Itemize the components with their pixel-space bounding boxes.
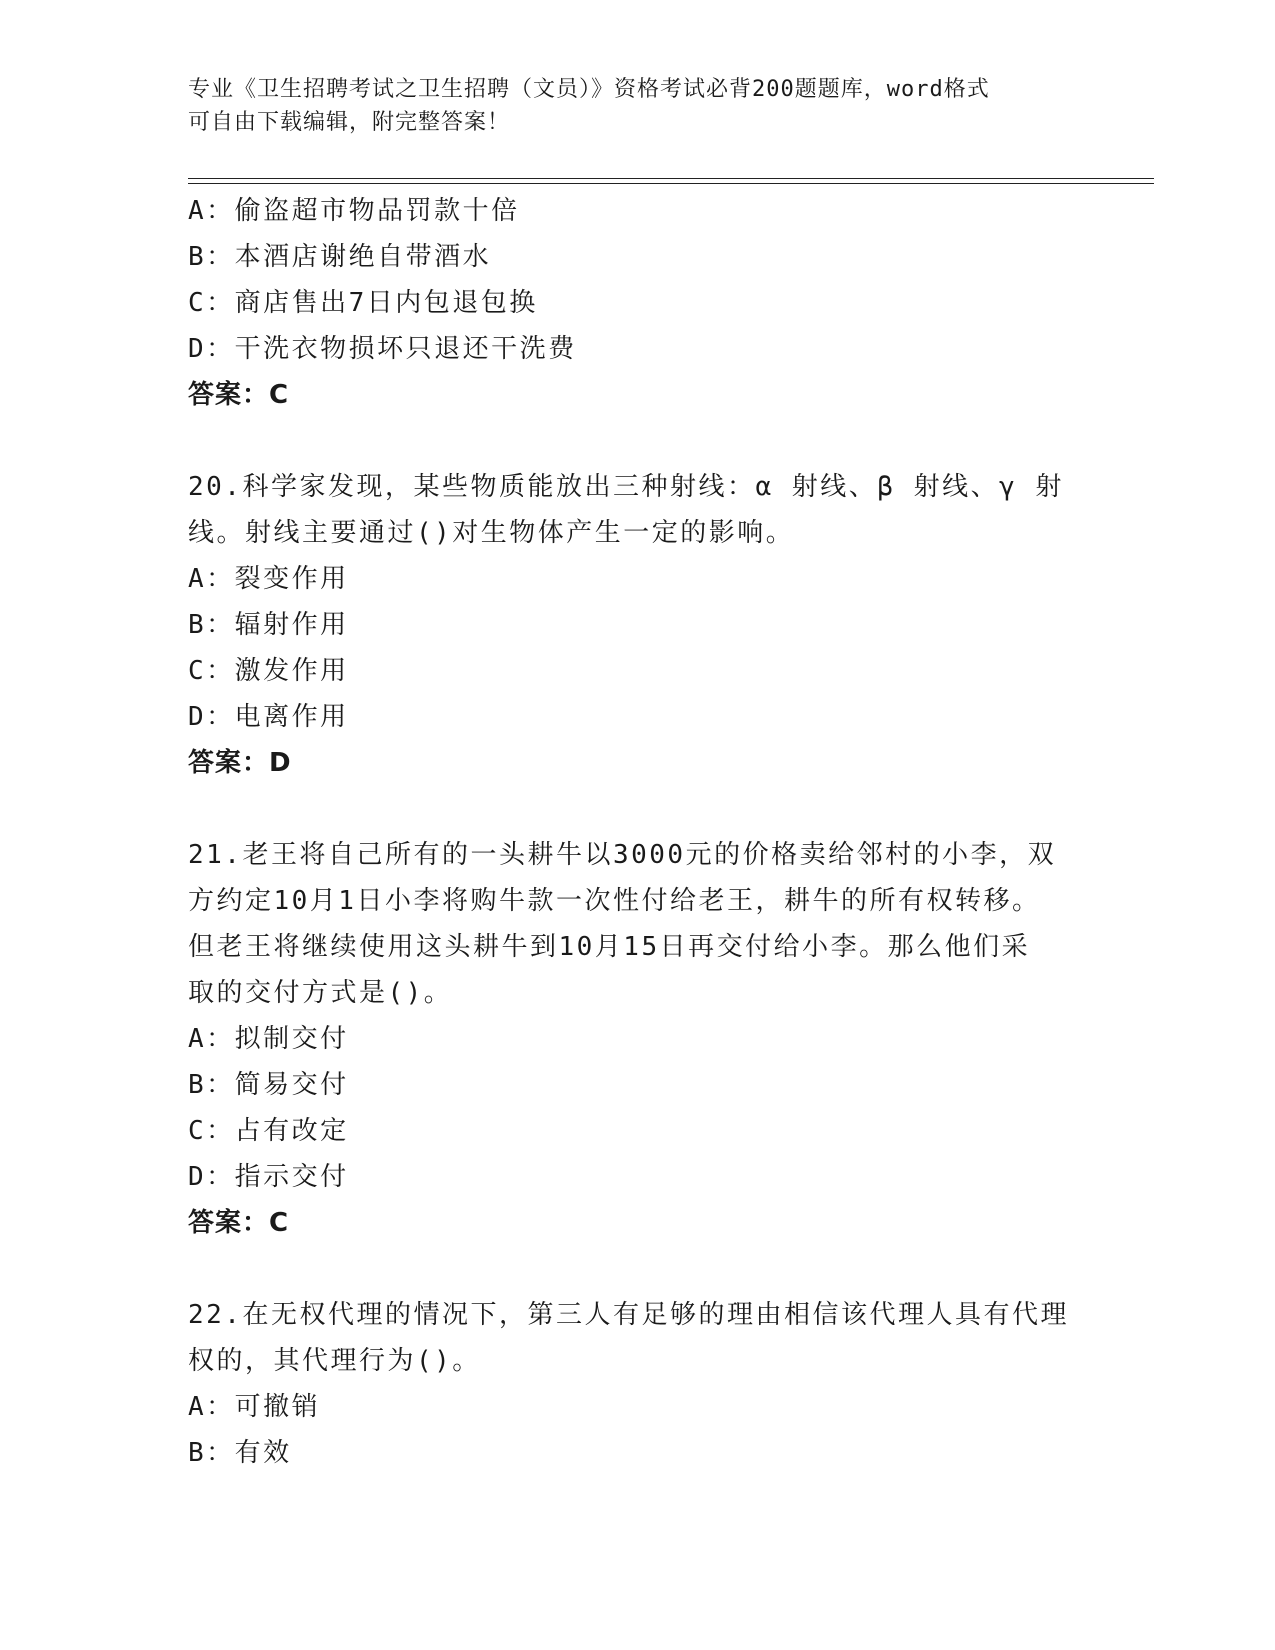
option-a: A：拟制交付	[188, 1024, 349, 1054]
option-c: C：占有改定	[188, 1116, 349, 1146]
option-a: A：裂变作用	[188, 564, 349, 594]
question-text: 22.在无权代理的情况下，第三人有足够的理由相信该代理人具有代理	[188, 1300, 1069, 1330]
header-divider-bottom	[188, 183, 1154, 184]
question-21	[188, 832, 1088, 1246]
question-19-options	[188, 188, 1088, 418]
answer-19: 答案：C	[188, 380, 290, 410]
option-a: A：可撤销	[188, 1392, 321, 1422]
question-text: 方约定10月1日小李将购牛款一次性付给老王，耕牛的所有权转移。	[188, 886, 1041, 916]
option-b: B：辐射作用	[188, 610, 349, 640]
question-text: 线。射线主要通过()对生物体产生一定的影响。	[188, 518, 795, 548]
option-b: B：有效	[188, 1438, 292, 1468]
option-d: D：干洗衣物损坏只退还干洗费	[188, 334, 577, 364]
option-c: C：商店售出7日内包退包换	[188, 288, 538, 318]
option-a: A：偷盗超市物品罚款十倍	[188, 196, 520, 226]
option-b: B：简易交付	[188, 1070, 349, 1100]
option-d: D：电离作用	[188, 702, 349, 732]
answer-21: 答案：C	[188, 1208, 290, 1238]
question-text: 21.老王将自己所有的一头耕牛以3000元的价格卖给邻村的小李，双	[188, 840, 1057, 870]
document-header	[188, 73, 1088, 139]
question-text: 权的，其代理行为()。	[188, 1346, 481, 1376]
question-text: 20.科学家发现，某些物质能放出三种射线：α 射线、β 射线、γ 射	[188, 472, 1064, 502]
question-22	[188, 1292, 1088, 1476]
header-divider-top	[188, 178, 1154, 179]
answer-20: 答案：D	[188, 748, 292, 778]
option-d: D：指示交付	[188, 1162, 349, 1192]
question-text: 取的交付方式是()。	[188, 978, 453, 1008]
header-line-2: 可自由下载编辑，附完整答案！	[188, 110, 511, 135]
document-body	[188, 188, 1088, 1476]
question-20	[188, 464, 1088, 786]
option-c: C：激发作用	[188, 656, 349, 686]
question-text: 但老王将继续使用这头耕牛到10月15日再交付给小李。那么他们采	[188, 932, 1031, 962]
header-line-1: 专业《卫生招聘考试之卫生招聘（文员）》资格考试必背200题题库，word格式	[188, 77, 990, 102]
option-b: B：本酒店谢绝自带酒水	[188, 242, 492, 272]
